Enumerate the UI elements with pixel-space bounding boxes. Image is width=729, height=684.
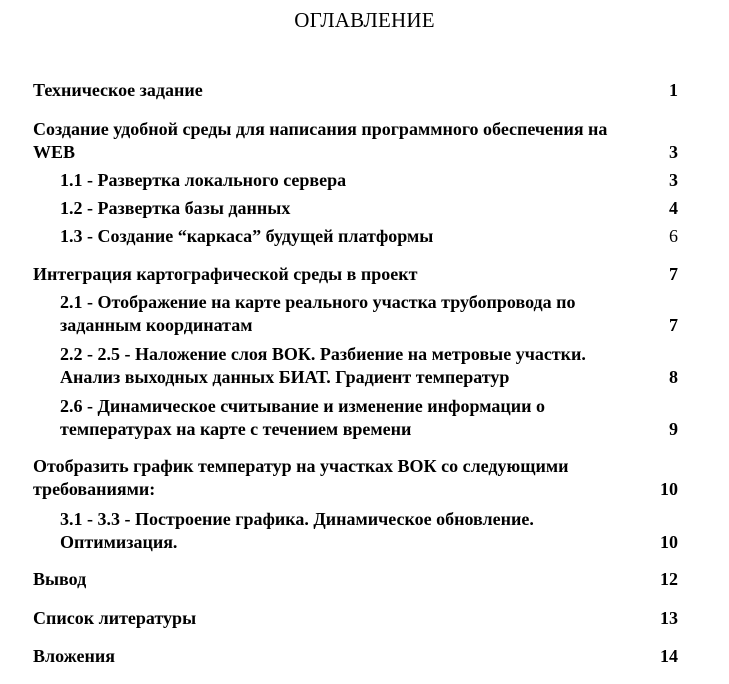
- toc-entry-map-integration[interactable]: [33, 263, 417, 286]
- toc-entry-label: 2.6 - Динамическое считывание и изменение информации о: [60, 396, 545, 416]
- toc-page-number: 7: [669, 264, 678, 284]
- toc-entry-label: Создание удобной среды для написания программного обеспечения на: [33, 119, 608, 139]
- toc-entry-2-2-2-5[interactable]: [60, 343, 586, 389]
- toc-entry-attachments[interactable]: [33, 645, 115, 668]
- toc-entry-label: Техническое задание: [33, 80, 203, 100]
- toc-page-number: 7: [669, 315, 678, 335]
- toc-page-number: 9: [669, 419, 678, 439]
- toc-page-number: 3: [669, 170, 678, 190]
- toc-page-number: 10: [660, 532, 678, 552]
- toc-entry-1-1[interactable]: [60, 169, 346, 192]
- toc-entry-1-3[interactable]: [60, 225, 433, 248]
- toc-entry-technical-task[interactable]: [33, 79, 203, 102]
- toc-entry-2-1[interactable]: [60, 291, 576, 337]
- toc-entry-conclusion[interactable]: [33, 568, 86, 591]
- toc-entry-references[interactable]: [33, 607, 196, 630]
- toc-entry-label: 2.1 - Отображение на карте реального участка трубопровода по: [60, 292, 576, 312]
- toc-entry-label: Вывод: [33, 569, 87, 589]
- toc-page-number: 10: [660, 479, 678, 499]
- toc-entry-label: Вложения: [33, 646, 115, 666]
- toc-title: ОГЛАВЛЕНИЕ: [294, 8, 435, 32]
- toc-page-number: 12: [660, 569, 678, 589]
- toc-page-number: 6: [669, 226, 678, 246]
- toc-entry-label: Список литературы: [33, 608, 197, 628]
- toc-entry-label: 3.1 - 3.3 - Построение графика. Динамическое обновление.: [60, 509, 534, 529]
- toc-entry-label: 1.3 - Создание “каркаса” будущей платформы: [60, 226, 434, 246]
- toc-entry-1-2[interactable]: [60, 197, 290, 220]
- toc-entry-2-6[interactable]: [60, 395, 545, 441]
- toc-entry-label: Интеграция картографической среды в проект: [33, 264, 418, 284]
- toc-entry-label-continued: температурах на карте с течением времени: [60, 419, 412, 439]
- toc-entry-label-continued: WEB: [33, 142, 76, 162]
- toc-page-number: 8: [669, 367, 678, 387]
- toc-entry-temperature-chart[interactable]: [33, 455, 568, 501]
- toc-entry-label: Отобразить график температур на участках ВОК со следующими: [33, 456, 569, 476]
- toc-page-number: 3: [669, 142, 678, 162]
- toc-entry-label-continued: Оптимизация.: [60, 532, 178, 552]
- toc-entry-label: 1.1 - Развертка локального сервера: [60, 170, 347, 190]
- toc-page-number: 13: [660, 608, 678, 628]
- toc-page-number: 1: [669, 80, 678, 100]
- toc-page-number: 14: [660, 646, 678, 666]
- toc-page-number: 4: [669, 198, 678, 218]
- toc-entry-label-continued: Анализ выходных данных БИАТ. Градиент температур: [60, 367, 510, 387]
- toc-entry-3-1-3-3[interactable]: [60, 508, 534, 554]
- toc-entry-label: 2.2 - 2.5 - Наложение слоя ВОК. Разбиение на метровые участки.: [60, 344, 586, 364]
- toc-entry-label: 1.2 - Развертка базы данных: [60, 198, 291, 218]
- toc-entry-web-environment[interactable]: [33, 118, 607, 164]
- toc-entry-label-continued: заданным координатам: [60, 315, 253, 335]
- toc-entry-label-continued: требованиями:: [33, 479, 156, 499]
